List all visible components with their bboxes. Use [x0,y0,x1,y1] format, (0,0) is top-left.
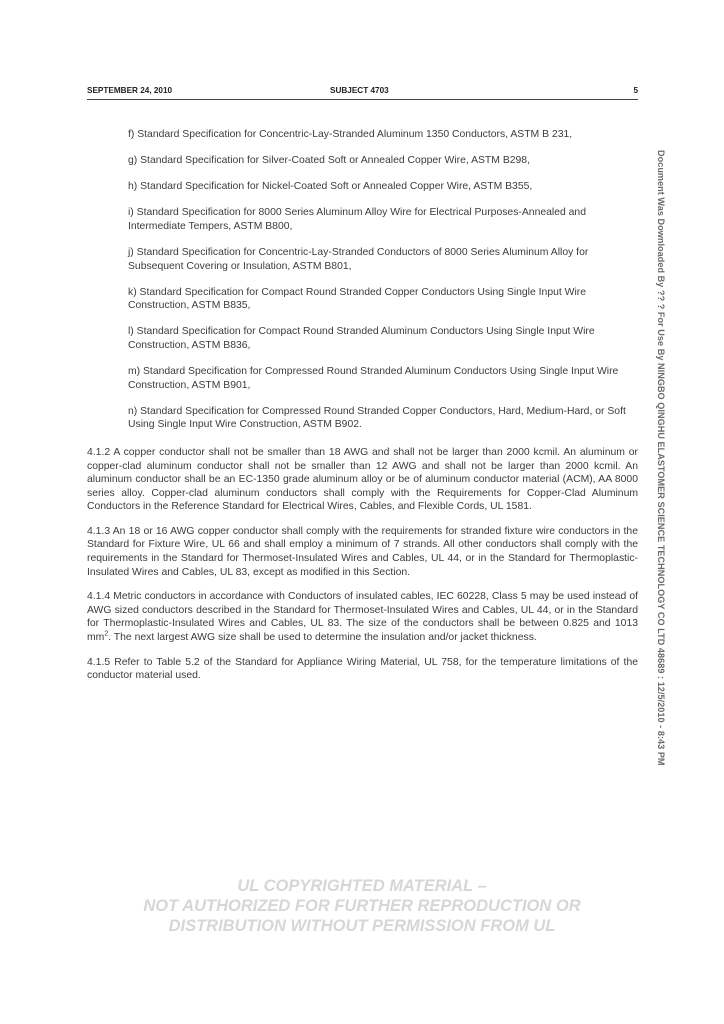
list-item-j: j) Standard Specification for Concentric-Lay-Stranded Conductors of 8000 Series Aluminum Alloy for Subsequent Covering or Insulation, ASTM B801, [128,246,589,272]
list-item-m: m) Standard Specification for Compressed Round Stranded Aluminum Conductors Using Single Input Wire Construction, ASTM B901, [128,366,619,391]
paragraph-4-1-5: 4.1.5 Refer to Table 5.2 of the Standard for Appliance Wiring Material, UL 758, for the temperature limitations of the conductor material used. [87,656,638,682]
page-body [87,128,638,694]
list-item-g: g) Standard Specification for Silver-Coated Soft or Annealed Copper Wire, ASTM B298, [128,155,530,167]
paragraph-4-1-4-text-start: 4.1.4 Metric conductors in accordance with Conductors of insulated cables, IEC 60228, Class 5 may be used instead of AWG sized conductors described in the Standard for Thermoset-Insulated Wires and Cables, UL 44, or in the Standard for Thermoplastic-Insulated Wires and Cables, UL 83. The size of the conductors shall be between 0.825 and 1013 mm [87,591,638,644]
header-subject: SUBJECT 4703 [330,86,389,95]
header-rule [87,99,638,100]
list-item-n: n) Standard Specification for Compressed Round Stranded Copper Conductors, Hard, Medium-Hard, or Soft Using Single Input Wire Construction, ASTM B902. [128,405,626,431]
watermark-line-3: DISTRIBUTION WITHOUT PERMISSION FROM UL [168,917,556,935]
paragraph-4-1-3: 4.1.3 An 18 or 16 AWG copper conductor shall comply with the requirements for stranded fixture wire conductors in the Standard for Fixture Wire, UL 66 and shall employ a minimum of 7 strands. All other conductors shall comply with the requirements in the Standard for Thermoset-Insulated Wires and Cables, UL 44, or in the Standard for Thermoplastic-Insulated Wires and Cables, UL 83, except as modified in this Section. [87,525,638,578]
download-notice-text: Document Was Downloaded By ?? ? For Use By NINGBO QINGHU ELASTOMER SCIENCE TECHNOLOGY CO LTD 48689 : 12/5/2010 - 8:43 PM [656,150,666,766]
list-item-k: k) Standard Specification for Compact Round Stranded Copper Conductors Using Single Input Wire Construction, ASTM B835, [128,286,587,312]
paragraph-4-1-4-text-end: . The next largest AWG size shall be used to determine the insulation and/or jacket thickness. [108,632,537,644]
header-page-number: 5 [633,86,638,95]
watermark-line-2: NOT AUTHORIZED FOR FURTHER REPRODUCTION OR [143,897,581,915]
superscript-2: 2 [104,630,109,638]
list-item-h: h) Standard Specification for Nickel-Coated Soft or Annealed Copper Wire, ASTM B355, [128,181,533,193]
list-item-i: i) Standard Specification for 8000 Series Aluminum Alloy Wire for Electrical Purposes-Annealed and Intermediate Tempers, ASTM B800, [128,207,586,232]
paragraph-4-1-2: 4.1.2 A copper conductor shall not be smaller than 18 AWG and shall not be larger than 2000 kcmil. An aluminum or copper-clad aluminum conductor shall not be smaller than 12 AWG and shall not be larger than 2000 kcmil. An aluminum conductor shall be an EC-1350 grade aluminum alloy or be of aluminum conductor material (ACM), AA 8000 series alloy. Copper-clad aluminum conductors shall comply with the Requirements for Copper-Clad Aluminum Conductors in the Reference Standard for Electrical Wires, Cables, and Flexible Cords, UL 1581. [87,446,638,513]
page-header [87,86,638,100]
list-item-l: l) Standard Specification for Compact Round Stranded Aluminum Conductors Using Single Input Wire Construction, ASTM B836, [128,326,595,351]
copyright-watermark [120,876,604,936]
paragraph-4-1-4 [87,590,638,644]
header-date: SEPTEMBER 24, 2010 [87,86,173,95]
list-item-f: f) Standard Specification for Concentric-Lay-Stranded Aluminum 1350 Conductors, ASTM B 231, [128,129,573,140]
watermark-line-1: UL COPYRIGHTED MATERIAL – [237,877,487,895]
download-notice-sidebar [652,150,666,885]
